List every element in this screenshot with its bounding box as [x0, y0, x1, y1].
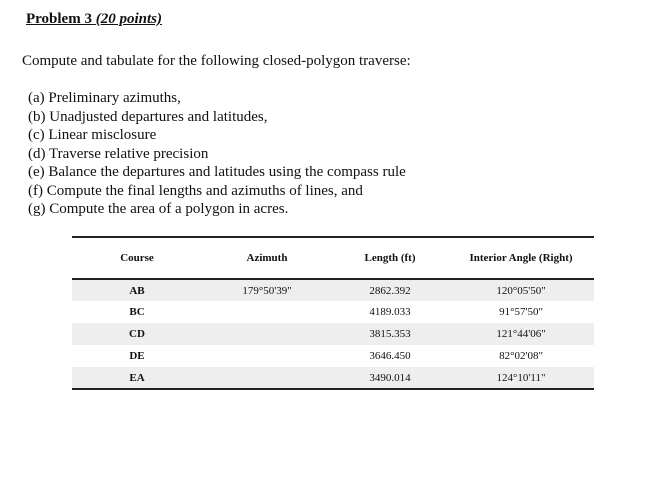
- problem-heading: Problem 3: [26, 11, 92, 27]
- cell-length: 3815.353: [369, 328, 411, 340]
- cell-interior-angle: 91°57'50": [499, 306, 543, 318]
- cell-length: 3646.450: [369, 350, 411, 362]
- cell-interior-angle: 82°02'08": [499, 350, 543, 362]
- task-item-d: (d) Traverse relative precision: [28, 145, 209, 162]
- problem-points: (20 points): [95, 11, 162, 27]
- cell-length: 2862.392: [369, 284, 411, 297]
- cell-interior-angle: 124°10'11": [496, 371, 546, 384]
- cell-length: 4189.033: [369, 306, 411, 318]
- problem-prompt: Compute and tabulate for the following closed-polygon traverse:: [22, 53, 411, 69]
- problem-title-underline: [26, 11, 162, 27]
- task-list: [28, 89, 406, 219]
- cell-interior-angle: 120°05'50": [496, 284, 546, 297]
- table-row: [72, 301, 594, 323]
- cell-course: AB: [129, 284, 145, 297]
- cell-azimuth: [202, 345, 332, 367]
- task-item-g: (g) Compute the area of a polygon in acres.: [28, 201, 289, 217]
- header-interior-angle: Interior Angle (Right): [469, 252, 573, 264]
- traverse-table: [72, 236, 594, 390]
- task-item-c: (c) Linear misclosure: [28, 127, 157, 143]
- cell-course: BC: [129, 306, 145, 318]
- header-course: Course: [120, 252, 154, 264]
- table-header-row: [72, 237, 594, 279]
- table-row: [72, 279, 594, 301]
- cell-azimuth: 179°50'39": [242, 284, 292, 297]
- problem-title: [26, 10, 162, 28]
- table-row: [72, 367, 594, 389]
- task-item-e: (e) Balance the departures and latitudes using the compass rule: [28, 164, 406, 180]
- cell-course: DE: [129, 350, 145, 362]
- task-item-a: (a) Preliminary azimuths,: [28, 90, 181, 106]
- cell-course: CD: [129, 328, 145, 340]
- cell-interior-angle: 121°44'06": [496, 328, 546, 340]
- cell-azimuth: [202, 367, 332, 389]
- table-row: [72, 323, 594, 345]
- task-item-b: (b) Unadjusted departures and latitudes,: [28, 108, 268, 125]
- table-row: [72, 345, 594, 367]
- cell-azimuth: [202, 323, 332, 345]
- task-item-f: (f) Compute the final lengths and azimuths of lines, and: [28, 182, 363, 199]
- cell-azimuth: [202, 301, 332, 323]
- cell-course: EA: [129, 371, 145, 384]
- header-azimuth: Azimuth: [246, 252, 288, 264]
- header-length: Length (ft): [364, 252, 416, 264]
- cell-length: 3490.014: [369, 371, 411, 384]
